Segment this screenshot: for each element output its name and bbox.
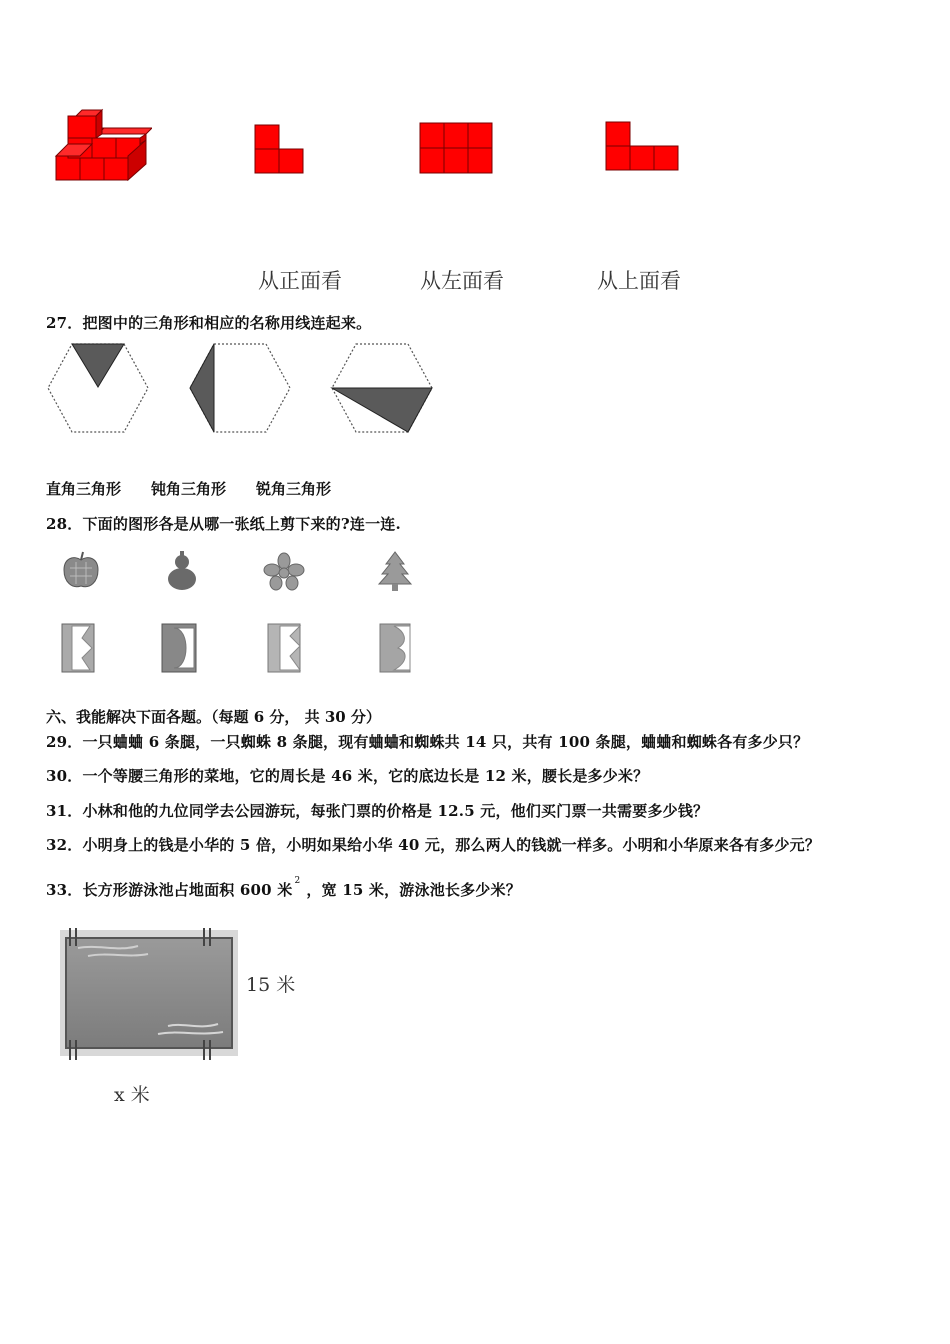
pool-width-label: 15 米: [246, 974, 296, 996]
name-obtuse-triangle: 钝角三角形: [151, 480, 227, 498]
apple-icon: [60, 550, 102, 592]
paper-cut-2: [160, 622, 198, 674]
hexagon-figure-2: [188, 342, 292, 434]
paper-cut-1: [60, 622, 96, 674]
question-33-part-b: ，宽 15 米，游泳池长多少米？: [306, 881, 521, 899]
hexagon-figure-3: [330, 342, 434, 434]
question-28: 28．下面的图形各是从哪一张纸上剪下来的?连一连.: [46, 515, 401, 533]
question-30: 30．一个等腰三角形的菜地，它的周长是 46 米，它的底边长是 12 米，腰长是多少米？: [46, 767, 649, 785]
front-view-figure: [254, 124, 306, 176]
triangle-names: [46, 478, 361, 499]
gourd-icon: [162, 550, 202, 592]
question-33-part-a: 33．长方形游泳池占地面积 600 米: [46, 881, 293, 899]
name-acute-triangle: 锐角三角形: [256, 480, 332, 498]
cube-solid-figure: [52, 108, 152, 183]
hexagon-figure-1: [46, 342, 150, 434]
flower-icon: [262, 552, 306, 592]
question-29: 29．一只蛐蛐 6 条腿，一只蜘蛛 8 条腿，现有蛐蛐和蜘蛛共 14 只，共有 100 条腿，蛐蛐和蜘蛛各有多少只？: [46, 733, 809, 751]
question-32: 32．小明身上的钱是小华的 5 倍，小明如果给小华 40 元，那么两人的钱就一样多。小明和小华原来各有多少元？: [46, 836, 821, 854]
view-label-left: 从左面看: [420, 269, 504, 293]
top-view-figure: [605, 121, 681, 173]
swimming-pool-figure: [58, 926, 240, 1062]
left-view-figure: [419, 122, 495, 176]
view-label-top: 从上面看: [597, 269, 681, 293]
view-label-front: 从正面看: [258, 269, 342, 293]
area-exponent: 2: [294, 876, 301, 886]
question-33: [46, 876, 521, 900]
question-27: 27．把图中的三角形和相应的名称用线连起来。: [46, 314, 372, 332]
paper-cut-4: [378, 622, 412, 674]
question-31: 31．小林和他的九位同学去公园游玩，每张门票的价格是 12.5 元，他们买门票一共需要多少钱？: [46, 802, 709, 820]
name-right-triangle: 直角三角形: [46, 480, 122, 498]
pool-length-label: x 米: [114, 1084, 150, 1106]
paper-cut-3: [266, 622, 302, 674]
tree-icon: [376, 550, 414, 592]
section-6-title: 六、我能解决下面各题。（每题 6 分， 共 30 分）: [46, 708, 381, 726]
